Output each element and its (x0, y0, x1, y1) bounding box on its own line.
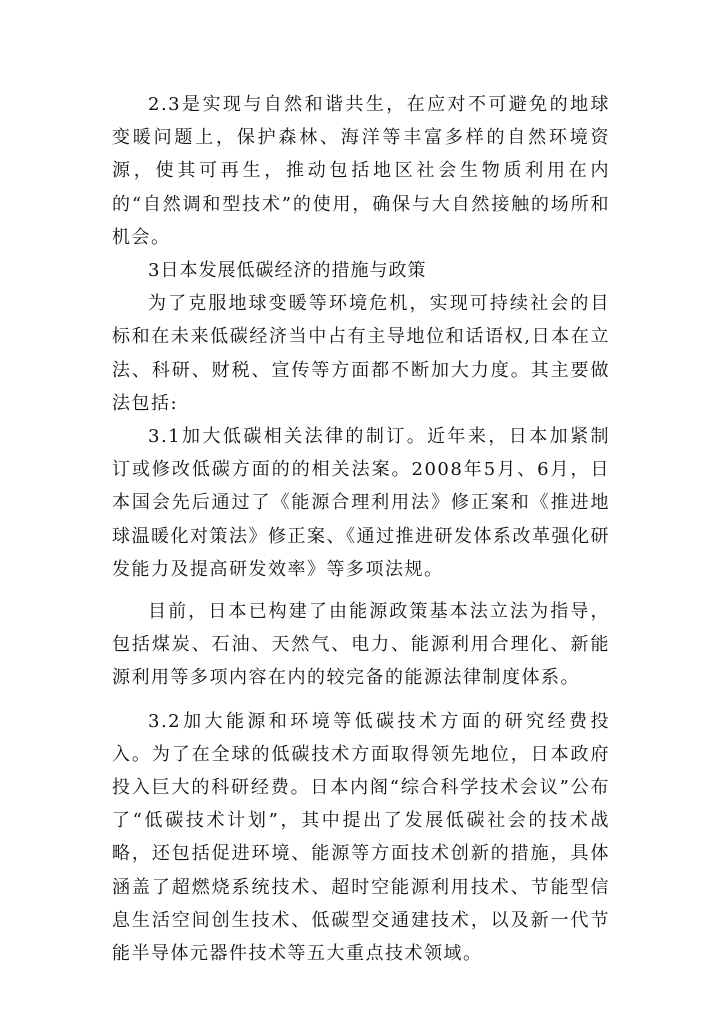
paragraph-2-3: 2.3是实现与自然和谐共生，在应对不可避免的地球变暖问题上，保护森林、海洋等丰富多样的自然环境资源，使其可再生，推动包括地区社会生物质利用在内的“自然调和型技术”的使用，确保与大自然接触的场所和机会。 (112, 94, 610, 248)
paragraph-3-2: 3.2加大能源和环境等低碳技术方面的研究经费投入。为了在全球的低碳技术方面取得领先地位，日本政府投入巨大的科研经费。日本内阁“综合科学技术会议”公布了“低碳技术计划”，其中提出了发展低碳社会的技术战略，还包括促进环境、能源等方面技术创新的措施，具体涵盖了超燃烧系统技术、超时空能源利用技术、节能型信息生活空间创生技术、低碳型交通建技术，以及新一代节能半导体元器件技术等五大重点技术领域。 (112, 710, 610, 965)
paragraph-legal-system: 目前，日本已构建了由能源政策基本法立法为指导，包括煤炭、石油、天然气、电力、能源利用合理化、新能源利用等多项内容在内的较完备的能源法律制度体系。 (112, 601, 610, 689)
paragraph-3-1: 3.1加大低碳相关法律的制订。近年来，日本加紧制订或修改低碳方面的的相关法案。2008年5月、6月，日本国会先后通过了《能源合理利用法》修正案和《推进地球温暖化对策法》修正案、《通过推进研发体系改革强化研发能力及提高研发效率》等多项法规。 (112, 426, 610, 580)
document-body (112, 88, 610, 970)
paragraph-intro: 为了克服地球变暖等环境危机，实现可持续社会的目标和在未来低碳经济当中占有主导地位和话语权,日本在立法、科研、财税、宣传等方面都不断加大力度。其主要做法包括: (112, 293, 610, 414)
section-heading-3: 3日本发展低碳经济的措施与政策 (148, 260, 427, 282)
